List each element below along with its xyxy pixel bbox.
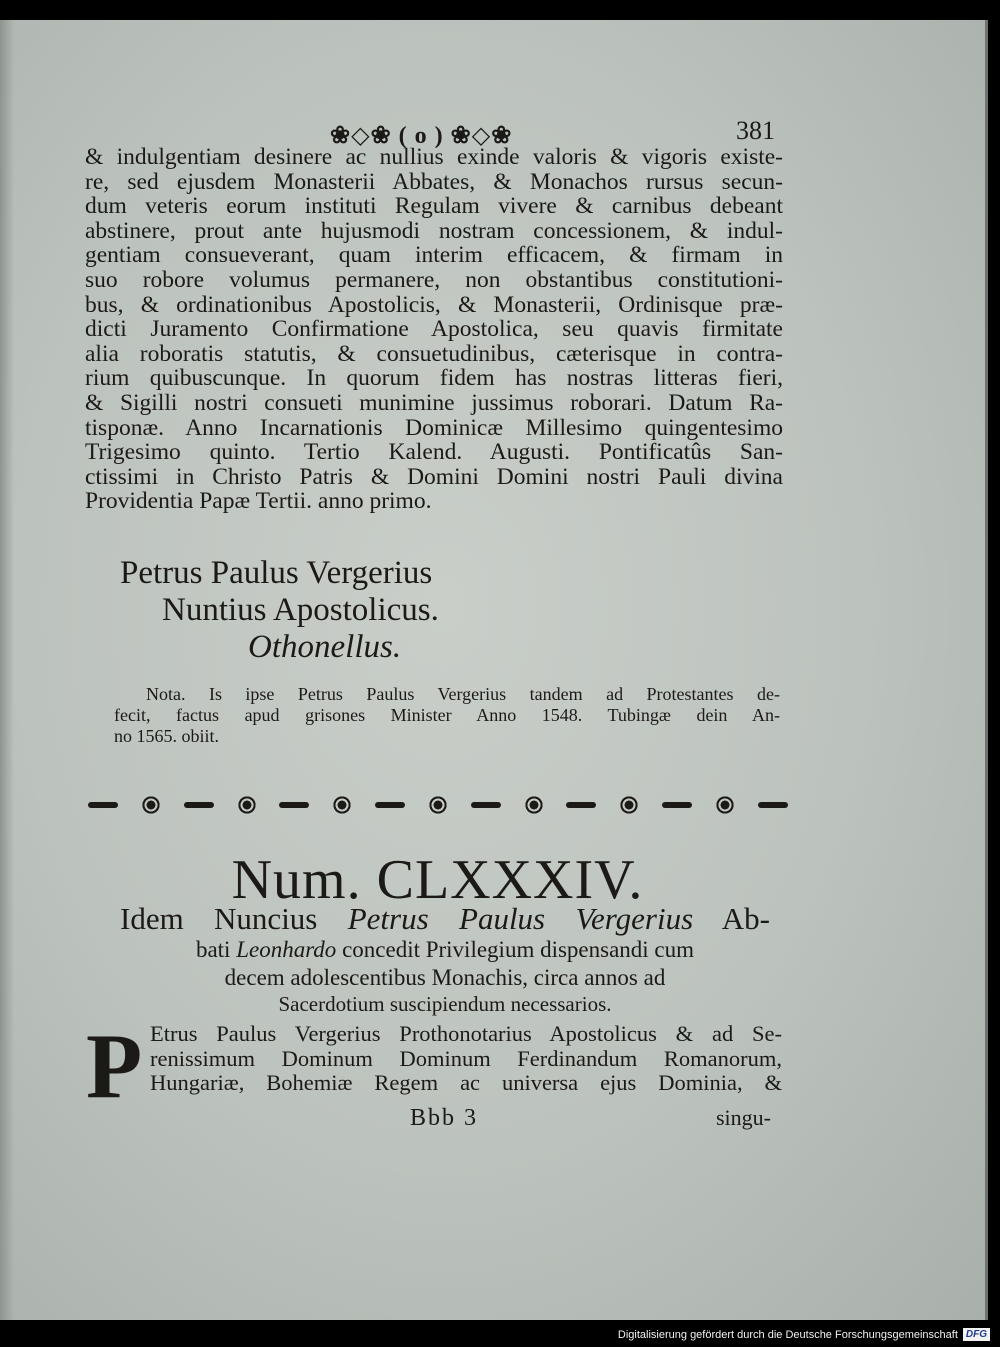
note-line: fecit, factus apud grisones Minister Anno 1548. Tubingæ dein An-: [114, 705, 780, 725]
signature-office: Nuntius Apostolicus.: [162, 592, 439, 628]
signature-name: Petrus Paulus Vergerius: [120, 555, 433, 591]
rosette-icon: [715, 795, 735, 815]
summary-line: [120, 902, 770, 936]
body-line: dicti Juramento Confirmatione Apostolica, seu quavis firmitate: [85, 317, 783, 342]
book-page: [0, 20, 988, 1320]
body-line: abstinere, prout ante hujusmodi nostram concessionem, & indul-: [85, 218, 783, 244]
body-line: & Sigilli nostri consueti munimine jussimus roborari. Datum Ra-: [85, 390, 783, 416]
summary-italic-name: Petrus Paulus Vergerius: [347, 901, 694, 936]
summary-line: decem adolescentibus Monachis, circa annos ad: [224, 965, 666, 990]
body-line: Providentia Papæ Tertii. anno primo.: [85, 489, 432, 514]
summary-text: Ab-: [693, 901, 770, 936]
signature-mark: Bbb 3: [410, 1105, 479, 1131]
header-ornament: ❀◇❀ ( o ) ❀◇❀: [330, 123, 513, 149]
page-number: 381: [736, 116, 775, 145]
dfg-logo: DFG: [963, 1328, 990, 1341]
body-text: [85, 145, 783, 514]
summary-italic-name: Leonhardo: [236, 937, 337, 962]
body-line: rium quibuscunque. In quorum fidem has nostras litteras fieri,: [85, 366, 783, 391]
body-line: gentiam consueverant, quam interim efficacem, & firmam in: [85, 243, 783, 268]
note-line: Nota. Is ipse Petrus Paulus Vergerius tandem ad Protestantes de-: [146, 684, 780, 704]
ornament-piece: [566, 802, 596, 808]
ornamental-divider: [88, 792, 788, 818]
body-line: dum veteris eorum instituti Regulam vivere & carnibus debeant: [85, 194, 783, 219]
final-line: Hungariæ, Bohemiæ Regem ac universa ejus Dominia, &: [150, 1071, 782, 1095]
rosette-icon: [332, 795, 352, 815]
rosette-icon: [141, 795, 161, 815]
body-line: tisponæ. Anno Incarnationis Dominicæ Millesimo quingentesimo: [85, 415, 783, 441]
ornament-piece: [471, 802, 501, 808]
body-line: Trigesimo quinto. Tertio Kalend. Augusti. Pontificatûs San-: [85, 440, 783, 465]
rosette-icon: [237, 795, 257, 815]
summary-text: Idem Nuncius: [120, 901, 348, 936]
rosette-icon: [524, 795, 544, 815]
catchword: singu-: [716, 1105, 771, 1130]
summary-text: concedit Privilegium dispensandi cum: [336, 937, 695, 962]
summary-line: [120, 936, 770, 964]
final-line: Etrus Paulus Vergerius Prothonotarius Apostolicus & ad Se-: [150, 1022, 782, 1046]
final-paragraph: [150, 1022, 782, 1096]
note-line: no 1565. obiit.: [114, 726, 220, 746]
document-summary: [120, 902, 770, 1016]
body-line: alia roboratis statutis, & consuetudinibus, cæterisque in contra-: [85, 341, 783, 367]
summary-line: Sacerdotium suscipiendum necessarios.: [278, 992, 612, 1016]
body-line: re, sed ejusdem Monasterii Abbates, & Monachos rursus secun-: [85, 169, 783, 195]
body-line: ctissimi in Christo Patris & Domini Domini nostri Pauli divina: [85, 464, 783, 490]
ornament-piece: [88, 802, 118, 808]
ornament-piece: [184, 802, 214, 808]
drop-cap: P: [86, 1015, 143, 1117]
footnote: [114, 684, 780, 747]
final-line: renissimum Dominum Dominum Ferdinandum Romanorum,: [150, 1046, 782, 1071]
digitization-footer: [618, 1328, 990, 1341]
signature-block: [120, 555, 439, 666]
ornament-piece: [375, 802, 405, 808]
signature-secretary: Othonellus.: [248, 629, 402, 665]
rosette-icon: [428, 795, 448, 815]
page-shadow-edge: [0, 20, 14, 1320]
document-number-heading: Num. CLXXXIV.: [231, 849, 644, 911]
ornament-piece: [662, 802, 692, 808]
ornament-piece: [279, 802, 309, 808]
ornament-piece: [758, 802, 788, 808]
body-line: bus, & ordinationibus Apostolicis, & Monasterii, Ordinisque præ-: [85, 292, 783, 318]
summary-text: bati: [195, 937, 237, 962]
body-line: & indulgentiam desinere ac nullius exinde valoris & vigoris existe-: [85, 145, 783, 170]
rosette-icon: [619, 795, 639, 815]
body-line: suo robore volumus permanere, non obstantibus constitutioni-: [85, 267, 783, 293]
footer-credit: Digitalisierung gefördert durch die Deutsche Forschungsgemeinschaft: [617, 1328, 958, 1341]
